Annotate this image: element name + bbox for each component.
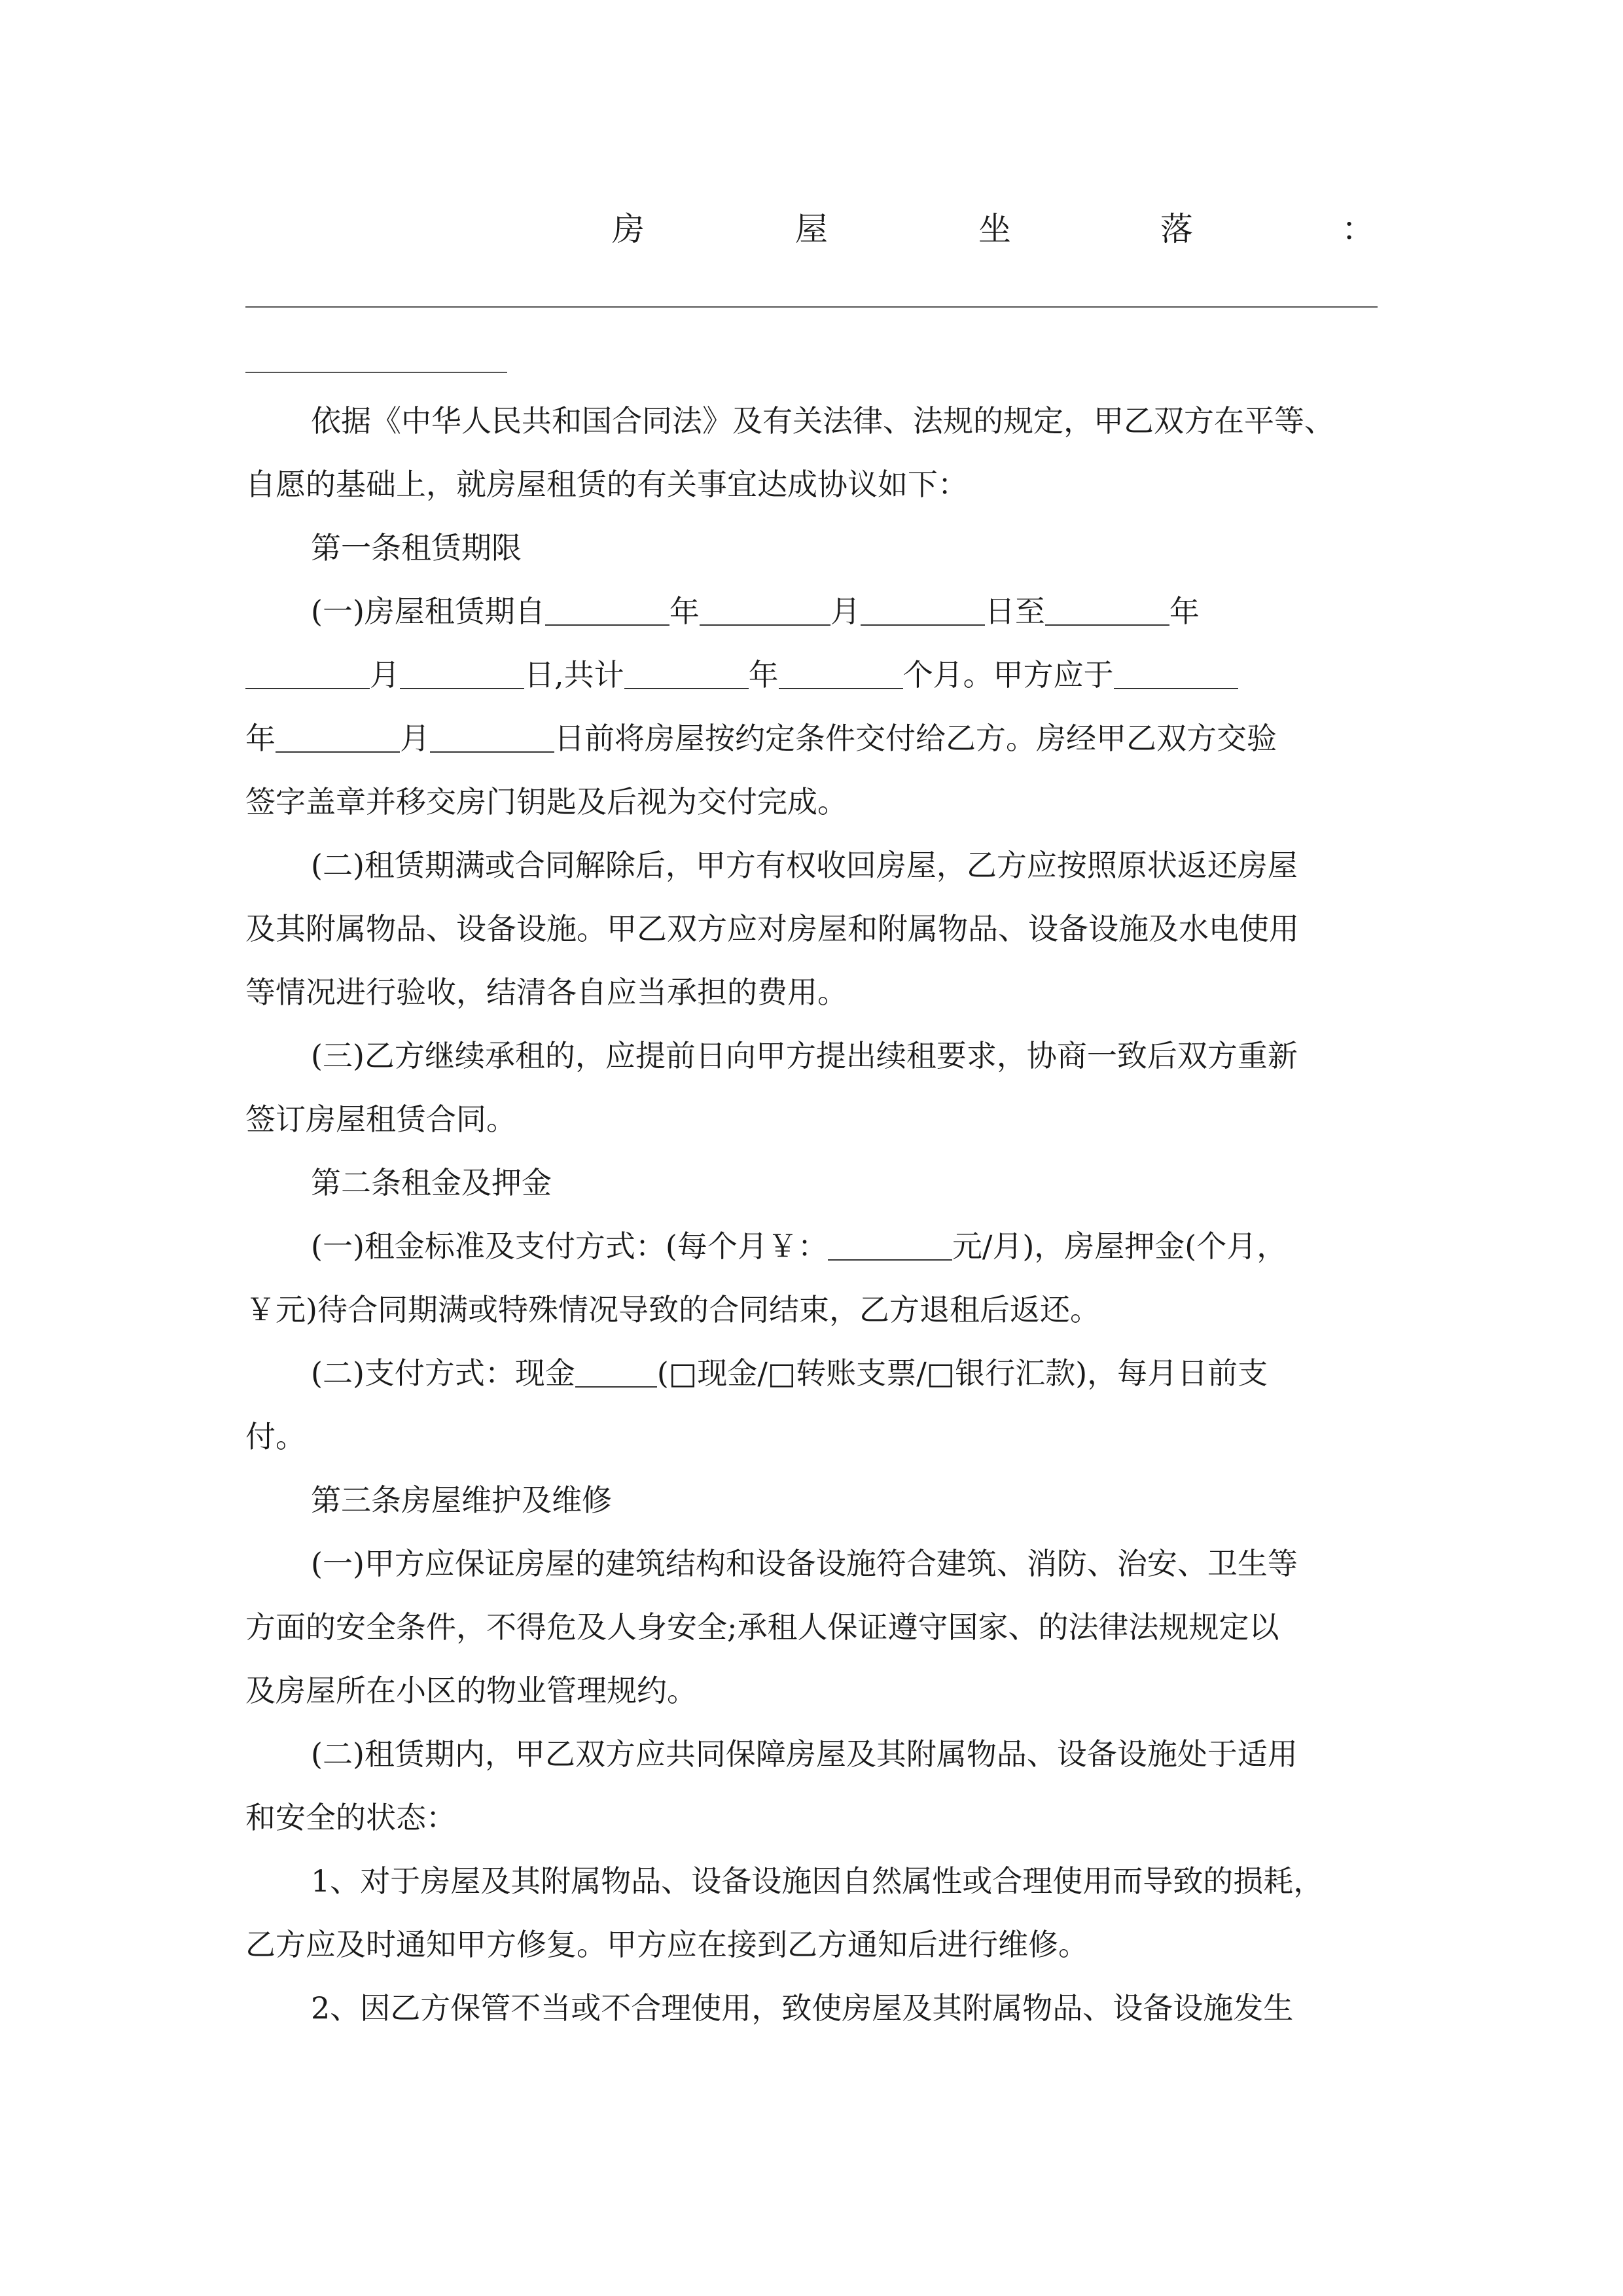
article-3-item-2-line: 2、因乙方保管不当或不合理使用，致使房屋及其附属物品、设备设施发生 — [311, 1990, 1294, 2026]
article-3-p2-line: 和安全的状态： — [245, 1800, 456, 1835]
article-3-heading: 第三条房屋维护及维修 — [311, 1482, 612, 1518]
title-char: 落 — [1160, 210, 1193, 248]
article-1-p2-line: 及其附属物品、设备设施。甲乙双方应对房屋和附属物品、设备设施及水电使用 — [245, 911, 1299, 946]
text: 日至 — [984, 594, 1045, 629]
text: 年 — [245, 721, 276, 756]
intro-line: 自愿的基础上，就房屋租赁的有关事宜达成协议如下： — [245, 467, 968, 502]
text: 月 — [830, 594, 861, 629]
article-1-p2-line: 等情况进行验收，结清各自应当承担的费用。 — [245, 975, 847, 1010]
start-month-blank — [700, 594, 830, 626]
text: 日,共计 — [524, 657, 624, 692]
end-month-blank — [245, 658, 370, 689]
delivery-year-blank — [1114, 658, 1238, 689]
text: 日前将房屋按约定条件交付给乙方。房经甲乙双方交验 — [554, 721, 1277, 756]
text: (一)房屋租赁期自 — [311, 594, 545, 629]
text: 年 — [748, 657, 779, 692]
total-months-blank — [779, 658, 903, 689]
payment-line-1 — [311, 1342, 1443, 1405]
article-3-p1-line: 及房屋所在小区的物业管理规约。 — [245, 1673, 697, 1708]
payment-method-blank — [575, 1356, 657, 1388]
delivery-day-blank — [430, 721, 554, 753]
lease-term-line-2 — [245, 643, 1378, 707]
monthly-rent-blank — [828, 1229, 952, 1261]
text: 年 — [1169, 594, 1200, 629]
article-3-item-1-line: 乙方应及时通知甲方修复。甲方应在接到乙方通知后进行维修。 — [245, 1927, 1088, 1962]
text: 月 — [400, 721, 430, 756]
text: 月 — [370, 657, 400, 692]
article-2-heading: 第二条租金及押金 — [311, 1165, 552, 1200]
delivery-month-blank — [276, 721, 400, 753]
end-year-blank — [1045, 594, 1169, 626]
total-years-blank — [624, 658, 749, 689]
article-1-p3-line: 签订房屋租赁合同。 — [245, 1102, 516, 1137]
article-1-heading: 第一条租赁期限 — [311, 530, 522, 565]
article-1-p2-line: (二)租赁期满或合同解除后，甲方有权收回房屋，乙方应按照原状返还房屋 — [311, 848, 1298, 883]
lease-term-line-4: 签字盖章并移交房门钥匙及后视为交付完成。 — [245, 784, 847, 819]
text: (二)支付方式：现金 — [311, 1355, 575, 1391]
title-char: ： — [1342, 210, 1374, 248]
end-day-blank — [400, 658, 524, 689]
start-year-blank — [545, 594, 669, 626]
title-char: 坐 — [978, 210, 1011, 248]
title-char: 屋 — [795, 210, 828, 248]
article-1-p3-line: (三)乙方继续承租的，应提前日向甲方提出续租要求，协商一致后双方重新 — [311, 1038, 1298, 1073]
intro-line: 依据《中华人民共和国合同法》及有关法律、法规的规定，甲乙双方在平等、 — [311, 403, 1334, 439]
article-3-item-1-line: 1、对于房屋及其附属物品、设备设施因自然属性或合理使用而导致的损耗， — [311, 1863, 1324, 1899]
lease-term-line-1 — [311, 580, 1443, 643]
article-3-p2-line: (二)租赁期内，甲乙双方应共同保障房屋及其附属物品、设备设施处于适用 — [311, 1736, 1298, 1772]
text: (□现金/□转账支票/□银行汇款)，每月日前支 — [656, 1355, 1268, 1391]
article-3-p1-line: 方面的安全条件，不得危及人身安全;承租人保证遵守国家、的法律法规规定以 — [245, 1609, 1279, 1645]
text: 元/月)，房屋押金(个月， — [952, 1229, 1287, 1264]
text: 个月。甲方应于 — [902, 657, 1114, 692]
rent-line-1 — [311, 1215, 1443, 1278]
property-location-heading — [245, 203, 1378, 255]
address-blank-line-1 — [245, 306, 1378, 308]
rent-line-2: ￥元)待合同期满或特殊情况导致的合同结束，乙方退租后返还。 — [245, 1292, 1100, 1327]
title-char: 房 — [612, 210, 645, 248]
text: 年 — [669, 594, 700, 629]
payment-line-2: 付。 — [245, 1419, 306, 1454]
article-3-p1-line: (一)甲方应保证房屋的建筑结构和设备设施符合建筑、消防、治安、卫生等 — [311, 1546, 1298, 1581]
start-day-blank — [861, 594, 985, 626]
address-blank-line-2 — [245, 372, 507, 373]
lease-term-line-3 — [245, 707, 1378, 770]
text: (一)租金标准及支付方式：(每个月￥： — [311, 1229, 828, 1264]
